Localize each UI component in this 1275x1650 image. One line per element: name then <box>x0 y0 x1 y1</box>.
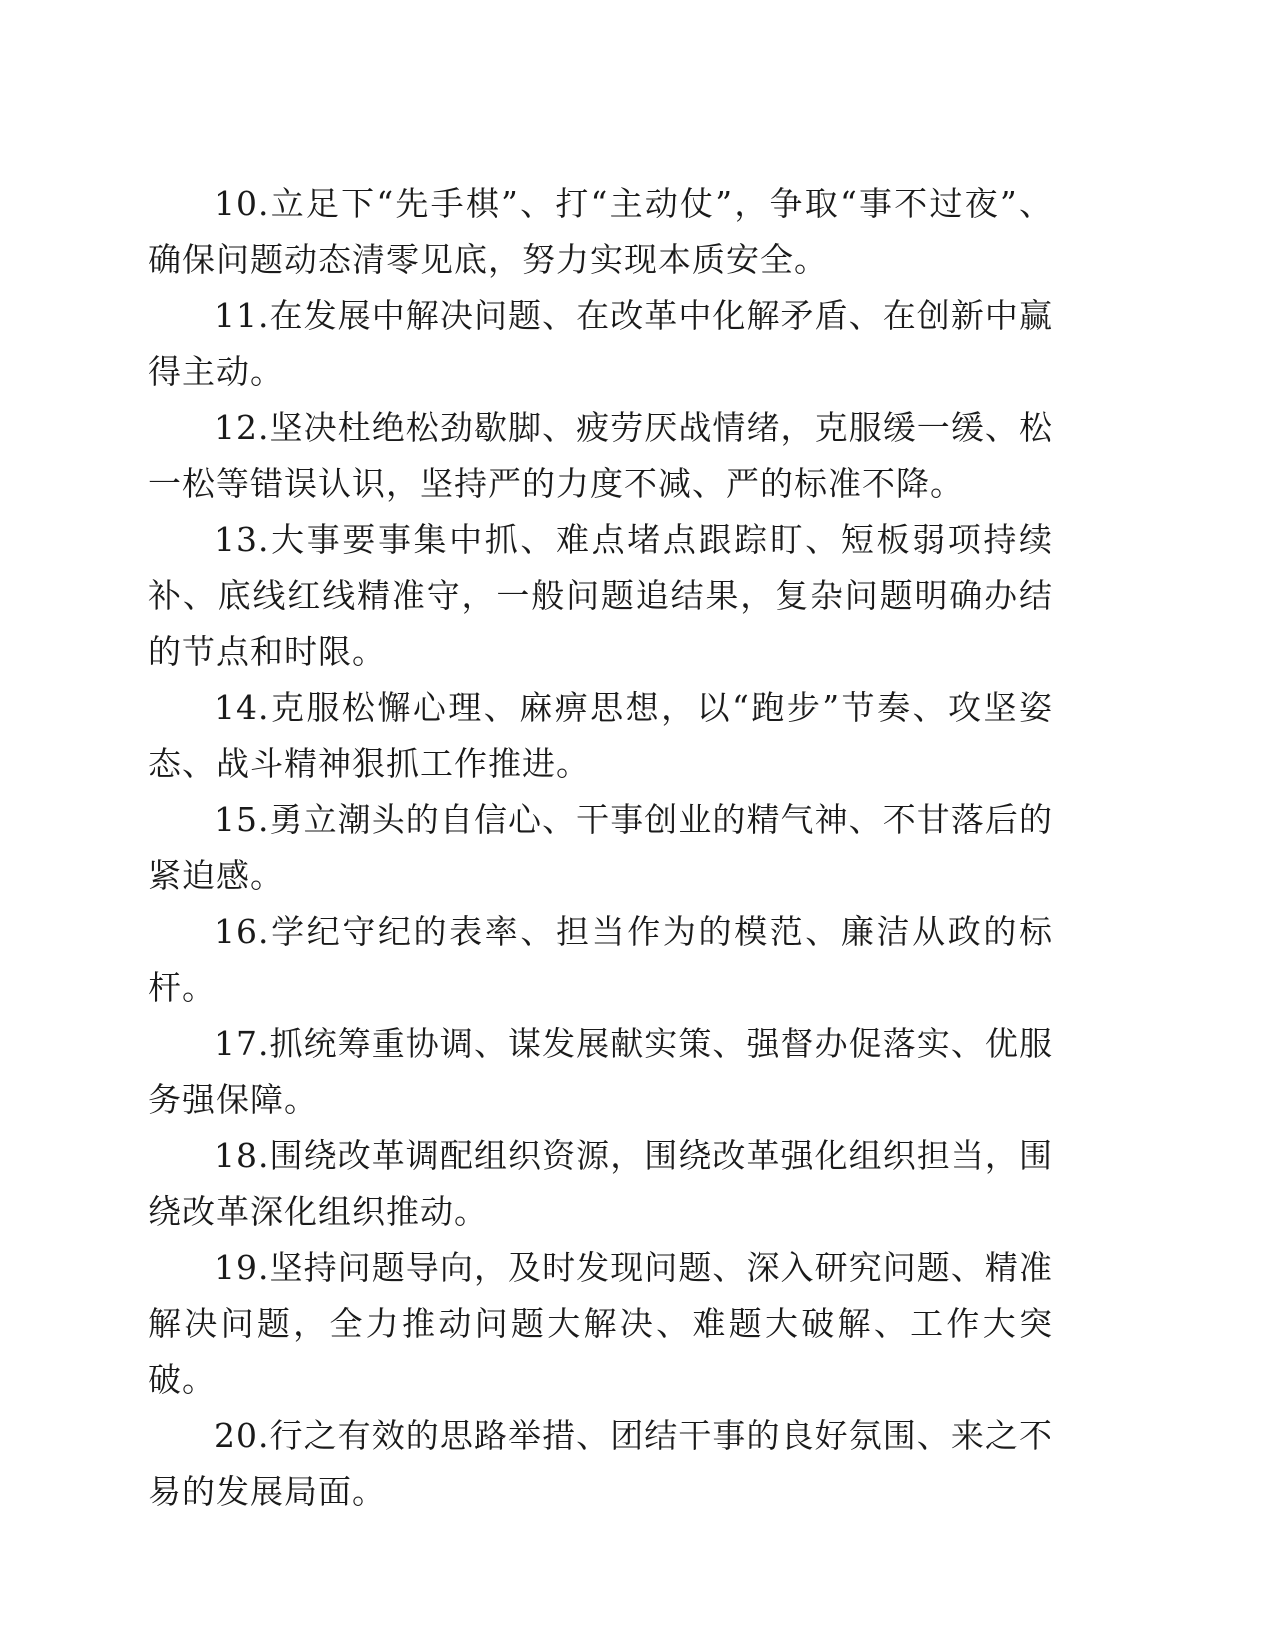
paragraph-13: 13.大事要事集中抓、难点堵点跟踪盯、短板弱项持续补、底线红线精准守，一般问题追结果，复杂问题明确办结的节点和时限。 <box>148 520 1053 671</box>
paragraph-18: 18.围绕改革调配组织资源，围绕改革强化组织担当，围绕改革深化组织推动。 <box>148 1136 1053 1231</box>
document-body <box>148 176 1053 1520</box>
paragraph-20: 20.行之有效的思路举措、团结干事的良好氛围、来之不易的发展局面。 <box>148 1416 1053 1511</box>
paragraph-11: 11.在发展中解决问题、在改革中化解矛盾、在创新中赢得主动。 <box>148 296 1053 391</box>
paragraph-19: 19.坚持问题导向，及时发现问题、深入研究问题、精准解决问题，全力推动问题大解决、难题大破解、工作大突破。 <box>148 1248 1053 1399</box>
paragraph-17: 17.抓统筹重协调、谋发展献实策、强督办促落实、优服务强保障。 <box>148 1024 1053 1119</box>
paragraph-15: 15.勇立潮头的自信心、干事创业的精气神、不甘落后的紧迫感。 <box>148 800 1053 895</box>
paragraph-14: 14.克服松懈心理、麻痹思想，以“跑步”节奏、攻坚姿态、战斗精神狠抓工作推进。 <box>148 688 1053 783</box>
paragraph-10: 10.立足下“先手棋”、打“主动仗”，争取“事不过夜”、确保问题动态清零见底，努力实现本质安全。 <box>148 184 1053 279</box>
paragraph-16: 16.学纪守纪的表率、担当作为的模范、廉洁从政的标杆。 <box>148 912 1053 1007</box>
paragraph-12: 12.坚决杜绝松劲歇脚、疲劳厌战情绪，克服缓一缓、松一松等错误认识，坚持严的力度不减、严的标准不降。 <box>148 408 1053 503</box>
